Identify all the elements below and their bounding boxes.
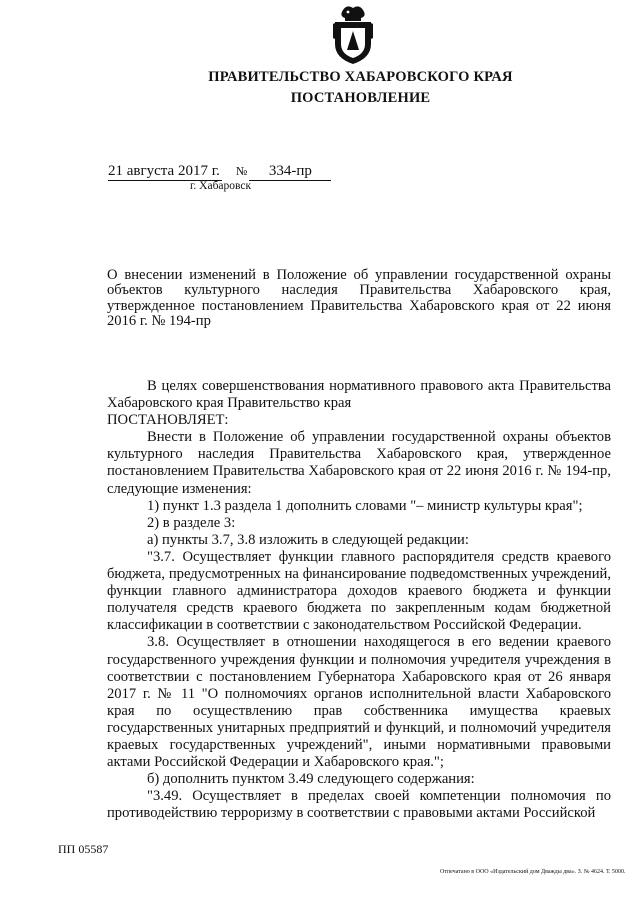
coat-of-arms-icon [329,4,377,66]
document-city: г. Хабаровск [190,180,252,192]
document-type: ПОСТАНОВЛЕНИЕ [290,90,431,106]
date-number-line [108,163,331,181]
paragraph-item-b: б) дополнить пунктом 3.49 следующего содержания: [147,771,475,788]
document-date: 21 августа 2017 г. [108,163,220,179]
paragraph-amendments: Внести в Положение об управлении государственной охраны объектов культурного наследия Правительства Хабаровского края, утвержденное постановлением Правительства Хабаровского края от 22 июня 2016 г. № 194-пр, следующие изменения: [107,429,611,497]
government-title: ПРАВИТЕЛЬСТВО ХАБАРОВСКОГО КРАЯ [208,69,513,85]
printer-imprint: Отпечатано в ООО «Издательский дом Дважды два». З. № 4624. Т. 5000. [440,869,626,875]
paragraph-3-7: "3.7. Осуществляет функции главного распорядителя средств краевого бюджета, предусмотренных на финансирование подведомственных учреждений, функции главного администратора доходов краевого бюджета и функции получателя средств краевого бюджета по закрепленным кодам бюджетной классификации в соответствии с законодательством Российской Федерации. [107,548,611,634]
paragraph-item-1: 1) пункт 1.3 раздела 1 дополнить словами "– министр культуры края"; [147,497,583,514]
document-subject: О внесении изменений в Положение об управлении государственной охраны объектов культурного наследия Правительства Хабаровского края, утвержденное постановлением Правительства Хабаровского края от 22 июня 2016 г. № 194-пр [107,267,611,330]
number-sign: № [235,164,248,178]
paragraph-preamble: В целях совершенствования нормативного правового акта Правительства Хабаровского края Правительство края [107,378,611,412]
paragraph-item-a: а) пункты 3.7, 3.8 изложить в следующей редакции: [147,531,469,548]
paragraph-3-49: "3.49. Осуществляет в пределах своей компетенции полномочия по противодействию терроризму в соответствии с правовыми актами Российской [107,788,611,822]
document-body [107,378,611,822]
footer-code: ПП 05587 [58,842,109,856]
paragraph-3-8: 3.8. Осуществляет в отношении находящегося в его ведении краевого государственного учреждения функции и полномочия учредителя учреждения в соответствии с постановлением Губернатора Хабаровского края от 26 января 2017 г. № 11 "О полномочиях органов исполнительной власти Хабаровского края по осуществлению прав собственника имущества краевых государственных унитарных предприятий и функций, и полномочий учредителя краевых государственных учреждений", иными нормативными правовыми актами Российской Федерации и Хабаровского края."; [107,634,611,771]
document-number: 334-пр [249,163,331,181]
paragraph-resolves: ПОСТАНОВЛЯЕТ: [107,412,229,429]
paragraph-item-2: 2) в разделе 3: [147,514,236,531]
